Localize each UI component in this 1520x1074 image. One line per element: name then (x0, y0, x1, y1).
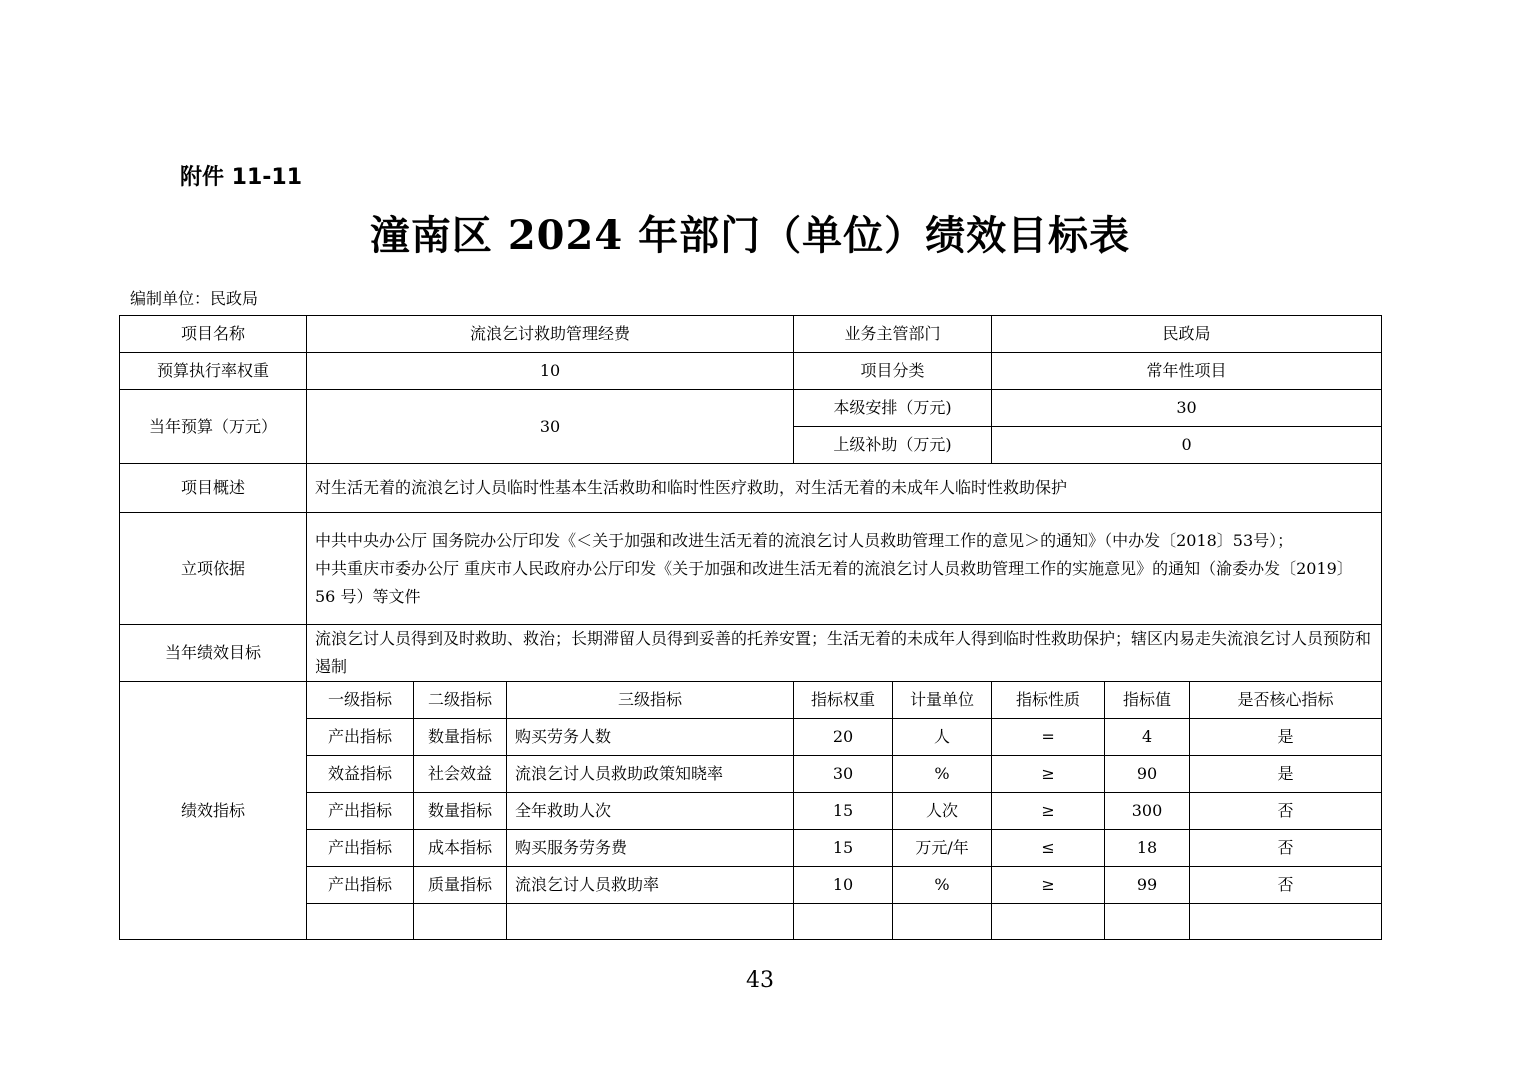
cell: 否 (1190, 867, 1382, 904)
cell (794, 904, 893, 940)
cell: ≥ (992, 756, 1105, 793)
compiling-unit: 编制单位：民政局 (130, 289, 259, 308)
cell: 15 (794, 793, 893, 830)
goal-value: 流浪乞讨人员得到及时救助、救治；长期滞留人员得到妥善的托养安置；生活无着的未成年人得到临时性救助保护；辖区内易走失流浪乞讨人员预防和遏制 (307, 625, 1382, 682)
summary-label: 项目概述 (120, 464, 307, 513)
cell: ≥ (992, 867, 1105, 904)
cell (893, 904, 992, 940)
cell: 99 (1105, 867, 1190, 904)
performance-table (119, 315, 1382, 940)
page-number: 43 (746, 968, 774, 993)
col-header: 二级指标 (414, 682, 507, 719)
local-label: 本级安排（万元) (794, 390, 992, 427)
goal-label: 当年绩效目标 (120, 625, 307, 682)
col-header: 指标权重 (794, 682, 893, 719)
cell: 购买服务劳务费 (507, 830, 794, 867)
cell: 产出指标 (307, 719, 414, 756)
cell: % (893, 867, 992, 904)
cell: ≥ (992, 793, 1105, 830)
table-row (120, 719, 1382, 756)
basis-line-2: 中共重庆市委办公厅 重庆市人民政府办公厅印发《关于加强和改进生活无着的流浪乞讨人员救助管理工作的实施意见》的通知（渝委办发〔2019〕56 号）等文件 (315, 558, 1353, 606)
cell: 产出指标 (307, 830, 414, 867)
cell: 产出指标 (307, 793, 414, 830)
cell: = (992, 719, 1105, 756)
cell: 流浪乞讨人员救助政策知晓率 (507, 756, 794, 793)
cell: 质量指标 (414, 867, 507, 904)
table-row (120, 867, 1382, 904)
table-row (120, 756, 1382, 793)
cell: 万元/年 (893, 830, 992, 867)
cell: 18 (1105, 830, 1190, 867)
budget-label: 当年预算（万元） (120, 390, 307, 464)
cell: 90 (1105, 756, 1190, 793)
basis-value (307, 513, 1382, 625)
col-header: 一级指标 (307, 682, 414, 719)
cell: 数量指标 (414, 793, 507, 830)
col-header: 是否核心指标 (1190, 682, 1382, 719)
project-name-label: 项目名称 (120, 316, 307, 353)
indicator-label: 绩效指标 (120, 682, 307, 940)
cell: 30 (794, 756, 893, 793)
cell: 20 (794, 719, 893, 756)
page-title: 潼南区 2024 年部门（单位）绩效目标表 (369, 212, 1131, 259)
cell (992, 904, 1105, 940)
upper-label: 上级补助（万元) (794, 427, 992, 464)
attachment-label: 附件 11-11 (180, 165, 303, 190)
cell: 否 (1190, 830, 1382, 867)
table-row (120, 793, 1382, 830)
cell: 社会效益 (414, 756, 507, 793)
cell: 4 (1105, 719, 1190, 756)
cell: 效益指标 (307, 756, 414, 793)
cell: 300 (1105, 793, 1190, 830)
cell (1105, 904, 1190, 940)
dept-value: 民政局 (992, 316, 1382, 353)
cell: 数量指标 (414, 719, 507, 756)
cell: ≤ (992, 830, 1105, 867)
category-label: 项目分类 (794, 353, 992, 390)
cell: 15 (794, 830, 893, 867)
cell: 购买劳务人数 (507, 719, 794, 756)
cell: 否 (1190, 793, 1382, 830)
col-header: 指标性质 (992, 682, 1105, 719)
col-header: 三级指标 (507, 682, 794, 719)
basis-label: 立项依据 (120, 513, 307, 625)
cell: 10 (794, 867, 893, 904)
local-value: 30 (992, 390, 1382, 427)
table-row-empty (120, 904, 1382, 940)
cell: 是 (1190, 756, 1382, 793)
budget-value: 30 (307, 390, 794, 464)
category-value: 常年性项目 (992, 353, 1382, 390)
cell (1190, 904, 1382, 940)
summary-value: 对生活无着的流浪乞讨人员临时性基本生活救助和临时性医疗救助，对生活无着的未成年人临时性救助保护 (307, 464, 1382, 513)
project-name: 流浪乞讨救助管理经费 (307, 316, 794, 353)
cell: 是 (1190, 719, 1382, 756)
dept-label: 业务主管部门 (794, 316, 992, 353)
rate-weight-label: 预算执行率权重 (120, 353, 307, 390)
col-header: 指标值 (1105, 682, 1190, 719)
cell: 成本指标 (414, 830, 507, 867)
upper-value: 0 (992, 427, 1382, 464)
cell (507, 904, 794, 940)
table-row (120, 830, 1382, 867)
cell: 流浪乞讨人员救助率 (507, 867, 794, 904)
cell: 人次 (893, 793, 992, 830)
cell: 人 (893, 719, 992, 756)
cell: 全年救助人次 (507, 793, 794, 830)
cell: 产出指标 (307, 867, 414, 904)
cell (414, 904, 507, 940)
cell: % (893, 756, 992, 793)
basis-line-1: 中共中央办公厅 国务院办公厅印发《＜关于加强和改进生活无着的流浪乞讨人员救助管理工作的意见＞的通知》（中办发〔2018〕53号）； (315, 530, 1294, 550)
rate-weight-value: 10 (307, 353, 794, 390)
col-header: 计量单位 (893, 682, 992, 719)
cell (307, 904, 414, 940)
